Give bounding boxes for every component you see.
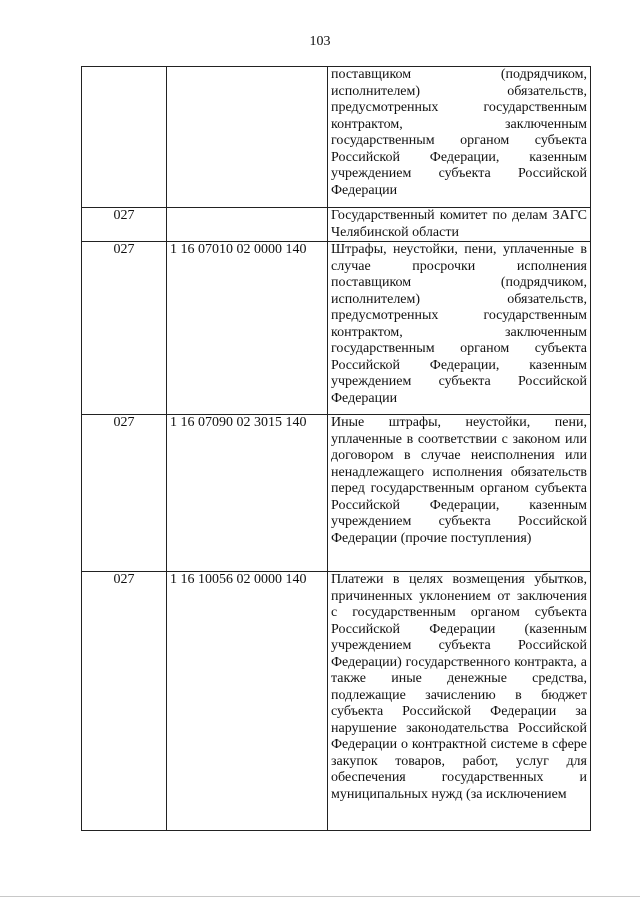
income-code-cell: 1 16 10056 02 0000 140 [167, 572, 328, 831]
table-row [82, 572, 591, 831]
table-row [82, 208, 591, 242]
income-name-cell: Платежи в целях возмещения убытков, причиненных уклонением от заключения с государственным органом субъекта Российской Федерации (казенным учреждением субъекта Российской Федерации) государственного контракта, а также иные денежные средства, подлежащие зачислению в бюджет субъекта Российской Федерации за нарушение законодательства Российской Федерации о контрактной системе в сфере закупок товаров, работ, услуг для обеспечения государственных и муниципальных нужд (за исключением [328, 572, 591, 831]
income-code-cell: 1 16 07010 02 0000 140 [167, 242, 328, 415]
page-number: 103 [309, 34, 331, 49]
income-name-cell: Штрафы, неустойки, пени, уплаченные в случае просрочки исполнения поставщиком (подрядчиком, исполнителем) обязательств, предусмотренных государственным контрактом, заключенным государственным органом субъекта Российской Федерации, казенным учреждением субъекта Российской Федерации [328, 242, 591, 415]
table-row [82, 415, 591, 572]
income-code-cell [167, 67, 328, 208]
admin-code-cell: 027 [82, 572, 167, 831]
income-code-cell [167, 208, 328, 242]
budget-classification-table [81, 66, 591, 831]
income-code-cell: 1 16 07090 02 3015 140 [167, 415, 328, 572]
income-name-cell: Государственный комитет по делам ЗАГС Челябинской области [328, 208, 591, 242]
admin-code-cell [82, 67, 167, 208]
table-row [82, 242, 591, 415]
table-row [82, 67, 591, 208]
page-bottom-edge [0, 896, 640, 897]
income-name-cell: поставщиком (подрядчиком, исполнителем) обязательств, предусмотренных государственным контрактом, заключенным государственным органом субъекта Российской Федерации, казенным учреждением субъекта Российской Федерации [328, 67, 591, 208]
admin-code-cell: 027 [82, 415, 167, 572]
admin-code-cell: 027 [82, 208, 167, 242]
admin-code-cell: 027 [82, 242, 167, 415]
income-name-cell: Иные штрафы, неустойки, пени, уплаченные в соответствии с законом или договором в случае неисполнения или ненадлежащего исполнения обязательств перед государственным органом субъекта Российской Федерации, казенным учреждением субъекта Российской Федерации (прочие поступления) [328, 415, 591, 572]
